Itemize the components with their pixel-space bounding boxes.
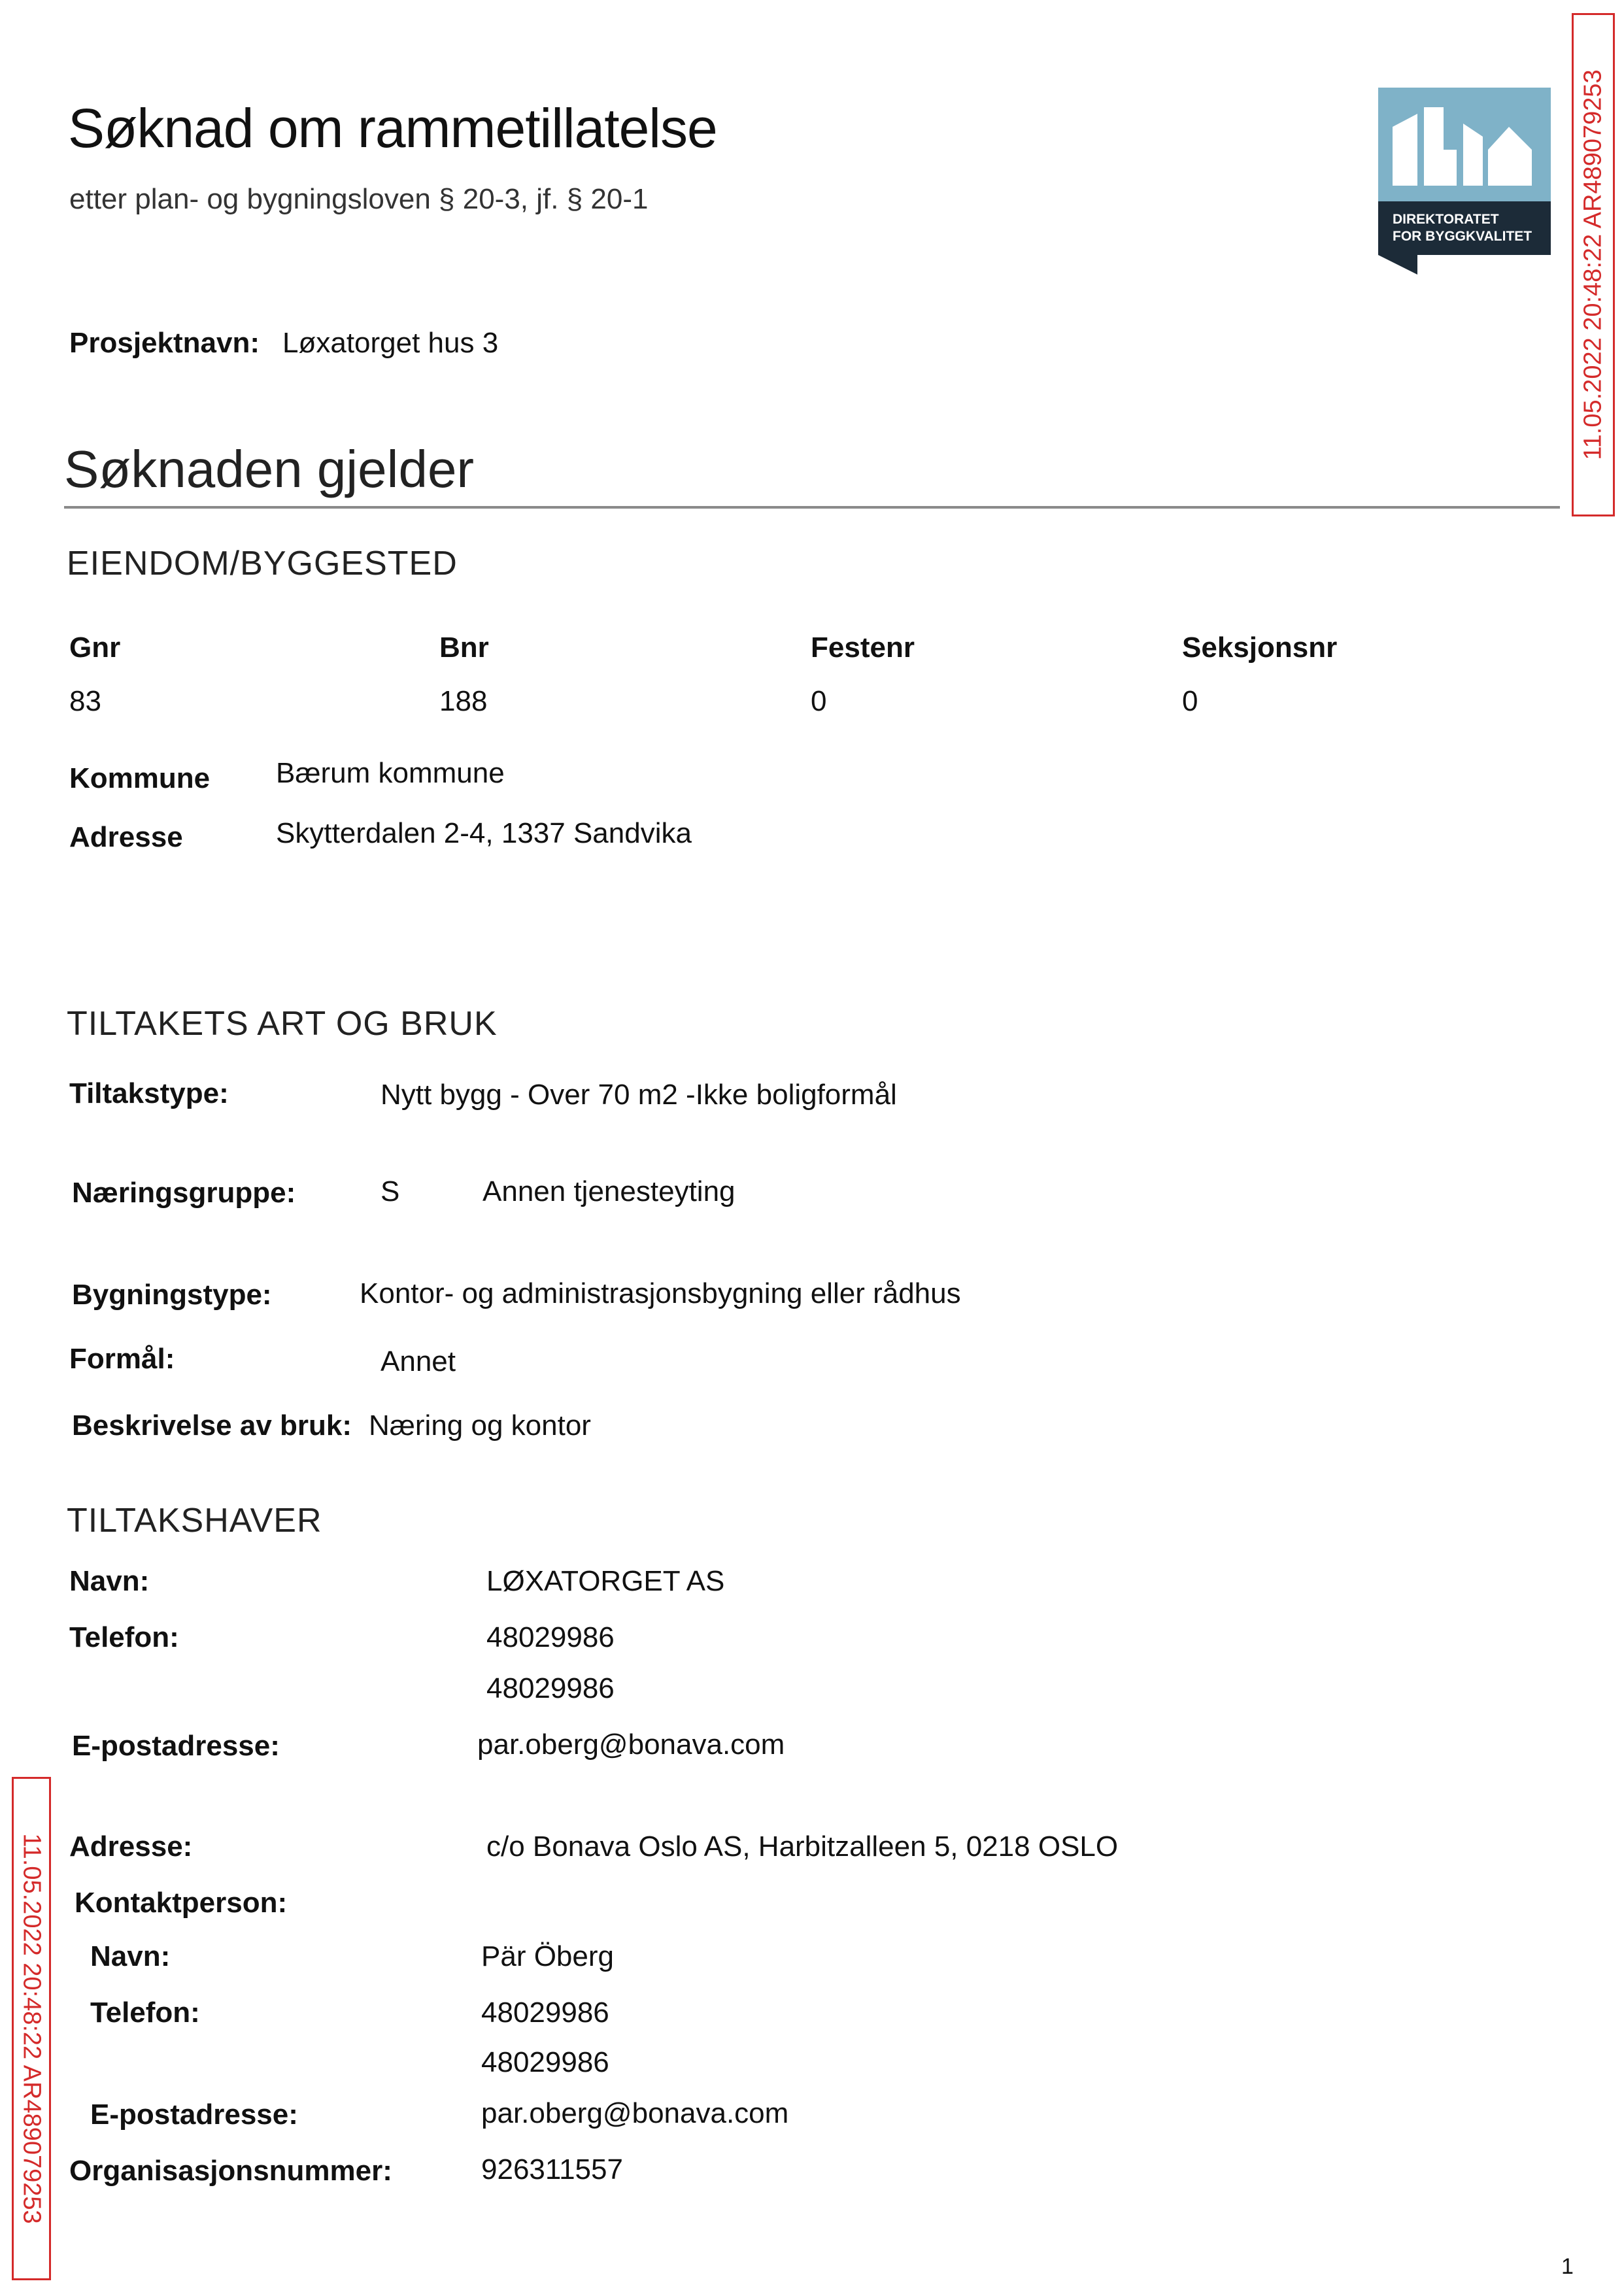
naeringsgruppe-code: S — [381, 1175, 400, 1207]
property-heading: EIENDOM/BYGGESTED — [67, 545, 458, 582]
logo-text-1: DIREKTORATET — [1393, 212, 1499, 227]
tiltakshaver-heading: TILTAKSHAVER — [67, 1502, 322, 1540]
bygningstype-value: Kontor- og administrasjonsbygning eller rådhus — [360, 1277, 961, 1309]
kp-navn-label: Navn: — [90, 1940, 171, 1972]
adresse-label: Adresse — [69, 821, 183, 853]
festenr-value: 0 — [811, 685, 827, 717]
telefon-label: Telefon: — [69, 1621, 179, 1653]
gnr-label: Gnr — [69, 632, 121, 664]
navn-label: Navn: — [69, 1565, 150, 1597]
kp-navn-value: Pär Öberg — [481, 1940, 614, 1972]
stamp-text: 11.05.2022 20:48:22 AR489079253 — [18, 1833, 46, 2224]
epost-label: E-postadresse: — [72, 1730, 280, 1762]
tiltakstype-value: Nytt bygg - Over 70 m2 -Ikke boligformål — [381, 1079, 897, 1111]
orgnr-value: 926311557 — [481, 2153, 623, 2185]
kp-telefon-value-1: 48029986 — [481, 1997, 609, 2029]
kp-epost-label: E-postadresse: — [90, 2099, 298, 2131]
beskrivelse-value: Næring og kontor — [369, 1409, 591, 1442]
section-divider — [64, 506, 1560, 509]
naeringsgruppe-value: Annen tjenesteyting — [482, 1175, 736, 1207]
adresse-label: Adresse: — [69, 1830, 193, 1863]
project-name-label: Prosjektnavn: — [69, 327, 260, 359]
timestamp-stamp-left — [12, 1777, 51, 2280]
bnr-value: 188 — [439, 685, 488, 717]
document-title: Søknad om rammetillatelse — [68, 97, 717, 159]
kp-epost-value: par.oberg@bonava.com — [481, 2097, 789, 2129]
telefon-value-1: 48029986 — [486, 1621, 615, 1653]
seksjonsnr-value: 0 — [1182, 685, 1198, 717]
logo-text-2: FOR BYGGKVALITET — [1393, 229, 1532, 244]
adresse-value: c/o Bonava Oslo AS, Harbitzalleen 5, 0218 OSLO — [486, 1830, 1119, 1863]
section-title: Søknaden gjelder — [64, 440, 475, 498]
orgnr-label: Organisasjonsnummer: — [69, 2155, 392, 2187]
telefon-value-2: 48029986 — [486, 1672, 615, 1704]
tiltak-heading: TILTAKETS ART OG BRUK — [67, 1005, 498, 1043]
tiltakstype-label: Tiltakstype: — [69, 1077, 229, 1109]
beskrivelse-label: Beskrivelse av bruk: — [72, 1409, 352, 1442]
formaal-label: Formål: — [69, 1343, 175, 1375]
dibk-logo — [1378, 88, 1551, 275]
page-number: 1 — [1561, 2254, 1574, 2279]
timestamp-stamp-top — [1572, 13, 1615, 516]
bnr-label: Bnr — [439, 632, 489, 664]
kp-telefon-label: Telefon: — [90, 1997, 200, 2029]
adresse-value: Skytterdalen 2-4, 1337 Sandvika — [276, 817, 692, 849]
stamp-text: 11.05.2022 20:48:22 AR489079253 — [1579, 69, 1607, 460]
naeringsgruppe-label: Næringsgruppe: — [72, 1177, 296, 1209]
kommune-label: Kommune — [69, 762, 211, 794]
project-name-value: Løxatorget hus 3 — [282, 327, 499, 359]
seksjonsnr-label: Seksjonsnr — [1182, 632, 1338, 664]
festenr-label: Festenr — [811, 632, 915, 664]
document-subtitle: etter plan- og bygningsloven § 20-3, jf. § 20-1 — [69, 183, 649, 215]
formaal-value: Annet — [381, 1345, 456, 1377]
kontaktperson-label: Kontaktperson: — [75, 1887, 288, 1919]
kommune-value: Bærum kommune — [276, 757, 505, 789]
kp-telefon-value-2: 48029986 — [481, 2046, 609, 2078]
epost-value: par.oberg@bonava.com — [477, 1729, 785, 1761]
navn-value: LØXATORGET AS — [486, 1565, 725, 1597]
bygningstype-label: Bygningstype: — [72, 1279, 272, 1311]
gnr-value: 83 — [69, 685, 101, 717]
